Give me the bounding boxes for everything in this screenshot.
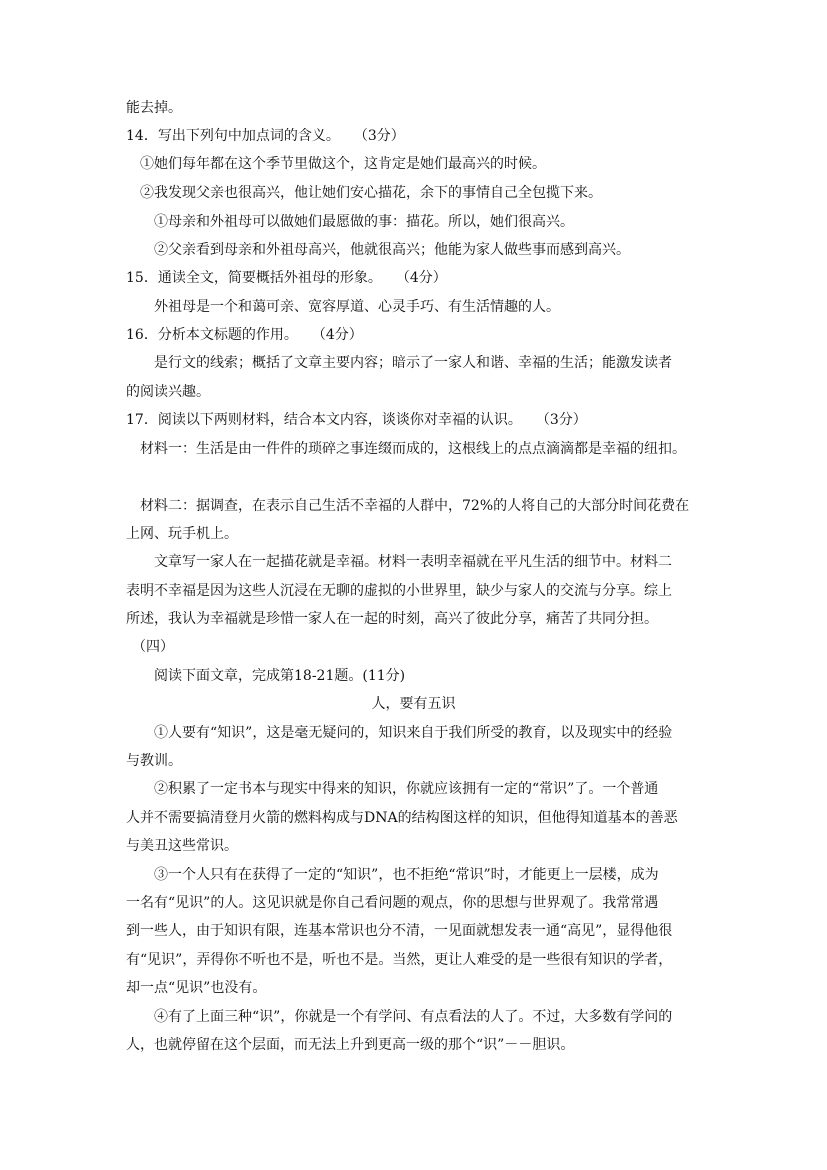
question-14: 14．写出下列句中加点词的含义。 （3分） <box>126 128 405 144</box>
answer-line: 所述，我认为幸福就是珍惜一家人在一起的时刻，高兴了彼此分享，痛苦了共同分担。 <box>126 611 658 627</box>
paragraph-line: 与教训。 <box>126 753 182 769</box>
paragraph-line: 一名有“见识”的人。这见识就是你自己看问题的观点，你的思想与世界观了。我常常遇 <box>126 895 659 911</box>
material-two: 材料二：据调查，在表示自己生活不幸福的人群中，72%的人将自己的大部分时间花费在 <box>140 498 690 514</box>
paragraph-line: 人并不需要搞清登月火箭的燃料构成与DNA的结构图这样的知识，但他得知道基本的善恶 <box>126 810 678 826</box>
answer-line: 外祖母是一个和蔼可亲、宽容厚道、心灵手巧、有生活情趣的人。 <box>154 299 560 315</box>
paragraph-line: ②积累了一定书本与现实中得来的知识，你就应该拥有一定的“常识”了。一个普通 <box>154 781 659 797</box>
answer-line: 表明不幸福是因为这些人沉浸在无聊的虚拟的小世界里，缺少与家人的交流与分享。综上 <box>126 583 672 599</box>
material-one: 材料一：生活是由一件件的琐碎之事连缀而成的，这根线上的点点滴滴都是幸福的纽扣。 <box>140 441 686 457</box>
quote-line: ②我发现父亲也很高兴，他让她们安心描花，余下的事情自己全包揽下来。 <box>140 185 602 201</box>
paragraph-line: 到一些人，由于知识有限，连基本常识也分不清，一见面就想发表一通“高见”，显得他很 <box>126 923 673 939</box>
question-16: 16．分析本文标题的作用。 （4分） <box>126 327 363 343</box>
paragraph-line: ①人要有“知识”，这是毫无疑问的，知识来自于我们所受的教育，以及现实中的经验 <box>154 725 673 741</box>
paragraph-line: 人，也就停留在这个层面，而无法上升到更高一级的那个“识”－－胆识。 <box>126 1037 575 1053</box>
paragraph-line: ③一个人只有在获得了一定的“知识”，也不拒绝“常识”时，才能更上一层楼，成为 <box>154 867 659 883</box>
text-line: 能去掉。 <box>126 100 182 116</box>
quote-line: ①她们每年都在这个季节里做这个，这肯定是她们最高兴的时候。 <box>140 156 546 172</box>
paragraph-line: 与美丑这些常识。 <box>126 838 238 854</box>
answer-line: 文章写一家人在一起描花就是幸福。材料一表明幸福就在平凡生活的细节中。材料二 <box>154 554 672 570</box>
paragraph-line: 有“见识”，弄得你不听也不是，听也不是。当然，更让人难受的是一些很有知识的学者， <box>126 952 673 968</box>
paragraph-line: ④有了上面三种“识”，你就是一个有学问、有点看法的人了。不过，大多数有学问的 <box>154 1009 673 1025</box>
section-instruction: 阅读下面文章，完成第18-21题。(11分) <box>154 668 406 684</box>
answer-line: ①母亲和外祖母可以做她们最愿做的事：描花。所以，她们很高兴。 <box>154 214 574 230</box>
answer-line: 的阅读兴趣。 <box>126 384 210 400</box>
section-heading: （四） <box>132 639 174 655</box>
answer-line: ②父亲看到母亲和外祖母高兴，他就很高兴；他能为家人做些事而感到高兴。 <box>154 242 630 258</box>
question-17: 17．阅读以下两则材料，结合本文内容，谈谈你对幸福的认识。 （3分） <box>126 412 587 428</box>
answer-line: 是行文的线索；概括了文章主要内容；暗示了一家人和谐、幸福的生活；能激发读者 <box>154 355 672 371</box>
article-title: 人，要有五识 <box>371 696 456 712</box>
text-line: 上网、玩手机上。 <box>126 526 238 542</box>
paragraph-line: 却一点“见识”也没有。 <box>126 980 267 996</box>
question-15: 15．通读全文，简要概括外祖母的形象。 （4分） <box>126 270 447 286</box>
